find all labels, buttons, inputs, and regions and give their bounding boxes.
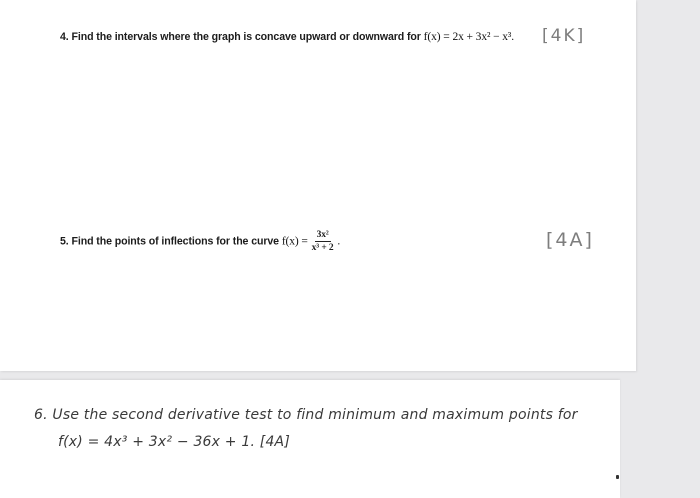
formula-end: . [337,235,341,248]
fraction-denominator: x³ + 2 [311,243,334,253]
question-text: Find the intervals where the graph is concave upward or downward for [71,31,421,43]
question-number: 4. [60,31,69,43]
question-5 [60,230,340,253]
handwritten-formula-line: f(x) = 4x³ + 3x² − 36x + 1. [4A] [58,434,290,450]
fraction-numerator: 3x² [316,230,329,240]
question-text: Find the points of inflections for the curve [71,235,279,248]
question-formula: f(x) = 2x + 3x² − x³. [423,31,515,43]
pen-dot [616,475,619,479]
marks-label: [4A] [546,229,594,251]
formula-lhs: f(x) = [281,235,308,248]
marks-label: [4K] [542,26,586,46]
question-number: 5. [60,235,69,248]
handwritten-question-line: 6. Use the second derivative test to find minimum and maximum points for [34,407,578,423]
question-4 [60,31,514,43]
exam-page-bottom [0,380,620,498]
formula-fraction [312,230,334,253]
